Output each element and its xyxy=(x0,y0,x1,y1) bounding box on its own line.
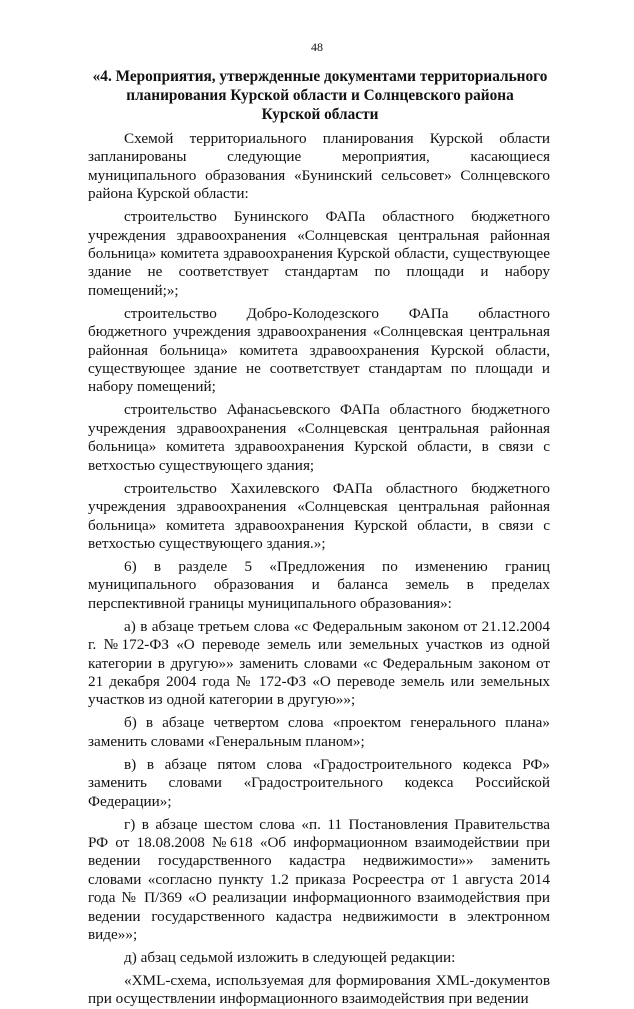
section-heading xyxy=(80,67,560,124)
document-body xyxy=(88,130,550,1009)
paragraph: строительство Афанасьевского ФАПа областного бюджетного учреждения здравоохранения «Солнцевская центральная районная больница» комитета здравоохранения Курской области, в связи с ветхостью существующего здания; xyxy=(88,401,550,474)
paragraph: б) в абзаце четвертом слова «проектом генерального плана» заменить словами «Генеральным планом»; xyxy=(88,714,550,750)
paragraph: строительство Хахилевского ФАПа областного бюджетного учреждения здравоохранения «Солнцевская центральная районная больница» комитета здравоохранения Курской области, в связи с ветхостью существующего здания.»; xyxy=(88,479,550,552)
paragraph: 6) в разделе 5 «Предложения по изменению границ муниципального образования и баланса земель в пределах перспективной границы муниципального образования»: xyxy=(88,557,550,612)
heading-line-3: Курской области xyxy=(261,106,379,123)
paragraph: в) в абзаце пятом слова «Градостроительного кодекса РФ» заменить словами «Градостроительного кодекса Российской Федерации»; xyxy=(88,755,550,810)
paragraph: д) абзац седьмой изложить в следующей редакции: xyxy=(124,949,456,966)
heading-line-2: планирования Курской области и Солнцевского района xyxy=(126,87,514,104)
paragraph: «XML-схема, используемая для формирования XML-документов при осуществлении информационного взаимодействия при ведении xyxy=(88,972,550,1008)
paragraph: г) в абзаце шестом слова «п. 11 Постановления Правительства РФ от 18.08.2008 №618 «Об информационном взаимодействии при ведении государственного кадастра недвижимости»» заменить словами «согласно пункту 1.2 приказа Росреестра от 1 августа 2014 года № П/369 «О реализации информационного взаимодействия при ведении государственного кадастра недвижимости в электронном виде»»; xyxy=(88,815,550,943)
paragraph: строительство Добро-Колодезского ФАПа областного бюджетного учреждения здравоохранения «Солнцевская центральная районная больница» комитета здравоохранения Курской области, существующее здание не соответствует стандартам по площади и набору помещений; xyxy=(88,304,550,396)
page-number: 48 xyxy=(311,40,323,54)
paragraph: строительство Бунинского ФАПа областного бюджетного учреждения здравоохранения «Солнцевская центральная районная больница» комитета здравоохранения Курской области, существующее здание не соответствует стандартам по площади и набору помещений;»; xyxy=(88,208,550,299)
heading-line-1: «4. Мероприятия, утвержденные документами территориального xyxy=(92,68,548,85)
paragraph: а) в абзаце третьем слова «с Федеральным законом от 21.12.2004 г. №172-ФЗ «О переводе земель или земельных участков из одной категории в другую»» заменить словами «с Федеральным законом от 21 декабря 2004 года № 172-ФЗ «О переводе земель или земельных участков из одной категории в другую»»; xyxy=(88,617,550,709)
paragraph: Схемой территориального планирования Курской области запланированы следующие мероприятия, касающиеся муниципального образования «Бунинский сельсовет» Солнцевского района Курской области: xyxy=(88,130,550,203)
